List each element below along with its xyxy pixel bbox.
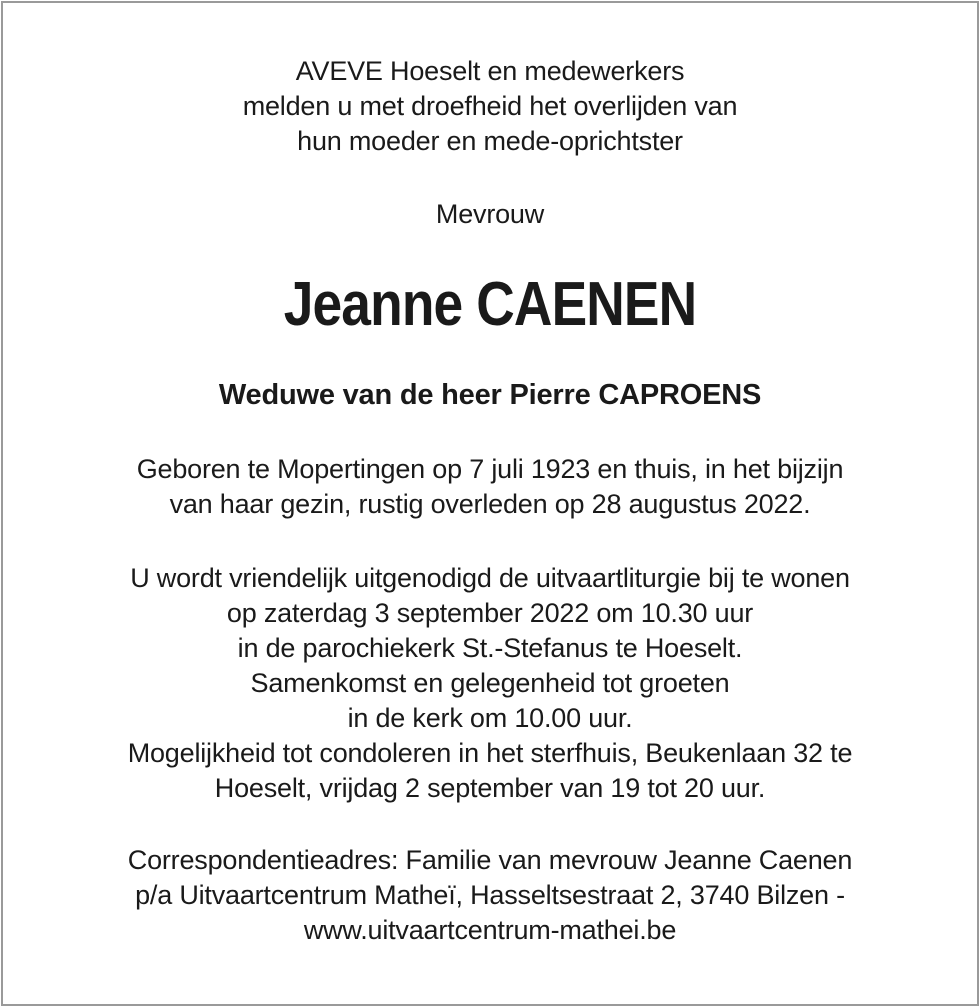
funeral-line-2: op zaterdag 3 september 2022 om 10.30 uur (226, 598, 754, 628)
correspondence-line-2: p/a Uitvaartcentrum Matheï, Hasseltsestraat 2, 3740 Bilzen - (135, 880, 845, 910)
birth-death-line-1: Geboren te Mopertingen op 7 juli 1923 en thuis, in het bijzijn (136, 454, 844, 484)
funeral-line-1: U wordt vriendelijk uitgenodigd de uitvaartliturgie bij te wonen (130, 563, 850, 593)
intro-line-3: hun moeder en mede-oprichtster (297, 126, 683, 156)
funeral-line-7: Hoeselt, vrijdag 2 september van 19 tot 20 uur. (214, 773, 766, 803)
deceased-name: Jeanne CAENEN (283, 270, 697, 339)
funeral-line-6: Mogelijkheid tot condoleren in het sterfhuis, Beukenlaan 32 te (127, 738, 853, 768)
correspondence-website: www.uitvaartcentrum-mathei.be (303, 915, 677, 945)
funeral-line-4: Samenkomst en gelegenheid tot groeten (250, 668, 730, 698)
widow-of: Weduwe van de heer Pierre CAPROENS (218, 379, 762, 411)
funeral-line-5: in de kerk om 10.00 uur. (347, 703, 633, 733)
funeral-line-3: in de parochiekerk St.-Stefanus te Hoeselt. (237, 633, 743, 663)
correspondence-line-1: Correspondentieadres: Familie van mevrouw Jeanne Caenen (127, 845, 853, 875)
intro-line-2: melden u met droefheid het overlijden van (242, 91, 738, 121)
birth-death-line-2: van haar gezin, rustig overleden op 28 augustus 2022. (169, 489, 811, 519)
salutation: Mevrouw (435, 199, 545, 229)
intro-line-1: AVEVE Hoeselt en medewerkers (295, 56, 685, 86)
